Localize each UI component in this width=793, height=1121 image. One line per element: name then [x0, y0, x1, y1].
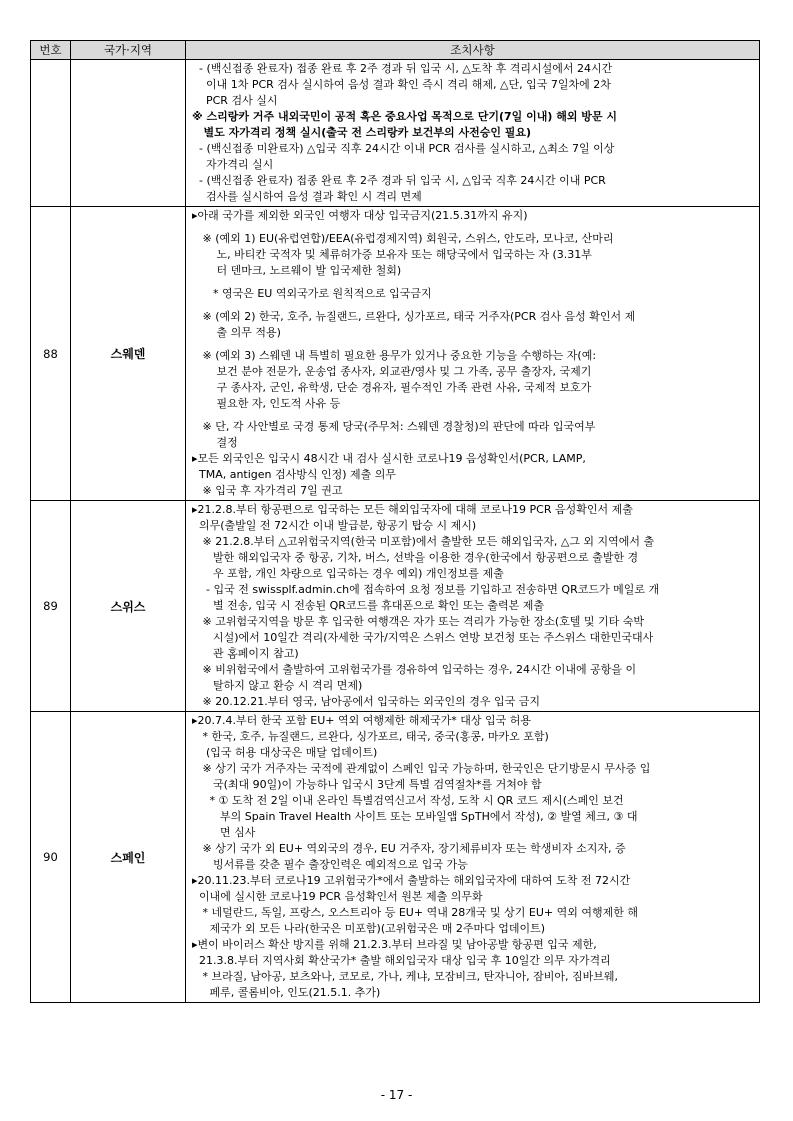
measure-line: ▸모든 외국인은 입국시 48시간 내 검사 실시한 코로나19 음성확인서(PCR, LAMP,: [192, 452, 586, 465]
row-country: [71, 60, 186, 207]
measure-line: 부의 Spain Travel Health 사이트 또는 모바일앱 SpTH에서 작성), ② 발열 체크, ③ 대: [192, 810, 638, 823]
measure-line: 의무(출발일 전 72시간 이내 발급분, 항공기 탑승 시 제시): [192, 519, 477, 532]
measure-line: 결정: [192, 436, 238, 449]
measure-line: 관 홈페이지 참고): [192, 647, 299, 660]
page-number: - 17 -: [380, 1088, 413, 1102]
measure-line: 노, 바티칸 국적자 및 체류허가증 보유자 또는 해당국에서 입국하는 자 (3.31부: [192, 248, 592, 261]
measure-line: 면 심사: [192, 826, 256, 839]
measure-line: 국(최대 90일)이 가능하나 입국시 3단계 특별 검역절차*를 거쳐야 함: [192, 778, 542, 791]
table-row: [31, 207, 760, 501]
measure-line: 필요한 자, 인도적 사유 등: [192, 397, 341, 410]
measure-line: 출 의무 적용): [192, 326, 281, 339]
measure-line: ▸변이 바이러스 확산 방지를 위해 21.2.3.부터 브라질 및 남아공발 항공편 입국 제한,: [192, 938, 597, 951]
measure-line: ※ (예외 1) EU(유럽연합)/EEA(유럽경제지역) 회원국, 스위스, 안도라, 모나코, 산마리: [192, 232, 614, 245]
measure-line: ※ 입국 후 자가격리 7일 권고: [192, 484, 343, 497]
row-measures: [186, 60, 760, 207]
measure-line: ※ 20.12.21.부터 영국, 남아공에서 입국하는 외국인의 경우 입국 금지: [192, 695, 541, 708]
row-measures: [186, 501, 760, 712]
row-country: 스웨덴: [71, 207, 186, 501]
measures-table: [30, 40, 760, 1003]
row-measures: [186, 712, 760, 1003]
measure-line: ※ 21.2.8.부터 △고위험국지역(한국 미포함)에서 출발한 모든 해외입국자, △그 외 지역에서 출: [192, 535, 655, 548]
measure-line: 자가격리 실시: [192, 158, 274, 171]
measure-line: 구 종사자, 군인, 유학생, 단순 경유자, 필수적인 가족 관련 사유, 국제적 보호가: [192, 381, 592, 394]
table-row: [31, 712, 760, 1003]
measure-line: 터 덴마크, 노르웨이 발 입국제한 철회): [192, 264, 402, 277]
header-country: 국가·지역: [71, 41, 186, 60]
measure-line: ※ 상기 국가 외 EU+ 역외국의 경우, EU 거주자, 장기체류비자 또는 학생비자 소지자, 증: [192, 842, 626, 855]
row-number: 89: [31, 501, 71, 712]
measure-line: [192, 302, 755, 309]
measure-line: 21.3.8.부터 지역사회 확산국가* 출발 해외입국자 대상 입국 후 10일간 의무 자가격리: [192, 954, 611, 967]
row-country: 스페인: [71, 712, 186, 1003]
table-row: [31, 501, 760, 712]
measure-line: 이내에 실시한 코로나19 PCR 음성확인서 원본 제출 의무화: [192, 890, 483, 903]
measure-line: - (백신접종 미완료자) △입국 직후 24시간 이내 PCR 검사를 실시하고, △최소 7일 이상: [192, 142, 615, 155]
measure-line: 페루, 콜롬비아, 인도(21.5.1. 추가): [192, 986, 381, 999]
measure-line: 빙서류를 갖춘 필수 출장인력은 예외적으로 입국 가능: [192, 858, 468, 871]
measure-line: ※ 비위험국에서 출발하여 고위험국가를 경유하여 입국하는 경우, 24시간 이내에 공항을 이: [192, 663, 637, 676]
table-header-row: [31, 41, 760, 60]
measure-line: 탈하지 않고 환승 시 격리 면제): [192, 679, 363, 692]
measure-line: [192, 412, 755, 419]
measure-line: 발한 해외입국자 중 항공, 기차, 버스, 선박을 이용한 경우(한국에서 항공편으로 출발한 경: [192, 551, 639, 564]
table-row: [31, 60, 760, 207]
measure-line: 제국가 외 모든 나라(한국은 미포함)(고위험국은 매 2주마다 업데이트): [192, 922, 546, 935]
measure-line: - (백신접종 완료자) 접종 완료 후 2주 경과 뒤 입국 시, △도착 후 격리시설에서 24시간: [192, 62, 613, 75]
measure-line: ※ 상기 국가 거주자는 국적에 관계없이 스페인 입국 가능하며, 한국인은 단기방문시 무사증 입: [192, 762, 651, 775]
measure-line: [192, 279, 755, 286]
row-measures: [186, 207, 760, 501]
measure-line: * 네덜란드, 독일, 프랑스, 오스트리아 등 EU+ 역내 28개국 및 상기 EU+ 역외 여행제한 해: [192, 906, 639, 919]
measure-line: PCR 검사 실시: [192, 94, 278, 107]
measure-line: 이내 1차 PCR 검사 실시하여 음성 결과 확인 즉시 격리 해제, △단, 입국 7일차에 2차: [192, 78, 611, 91]
document-page: [30, 40, 759, 1003]
measure-line: ※ 스리랑카 거주 내외국민이 공적 혹은 중요사업 목적으로 단기(7일 이내) 해외 방문 시: [192, 110, 618, 123]
row-country: 스위스: [71, 501, 186, 712]
measure-line: 시설)에서 10일간 격리(자세한 국가/지역은 스위스 연방 보건청 또는 주스위스 대한민국대사: [192, 631, 654, 644]
row-number: [31, 60, 71, 207]
measure-line: [192, 341, 755, 348]
measure-line: ※ (예외 2) 한국, 호주, 뉴질랜드, 르완다, 싱가포르, 태국 거주자(PCR 검사 음성 확인서 제: [192, 310, 636, 323]
measure-line: 별 전송, 입국 시 전송된 QR코드를 휴대폰으로 확인 또는 출력본 제출: [192, 599, 545, 612]
measure-line: * 브라질, 남아공, 보츠와나, 코모로, 가나, 케냐, 모잠비크, 탄자니아, 잠비아, 짐바브웨,: [192, 970, 618, 983]
measure-line: 보건 분야 전문가, 운송업 종사자, 외교관/영사 및 그 가족, 공무 출장자, 국제기: [192, 365, 592, 378]
measure-line: - (백신접종 완료자) 접종 완료 후 2주 경과 뒤 입국 시, △입국 직후 24시간 이내 PCR: [192, 174, 606, 187]
measure-line: (입국 허용 대상국은 매달 업데이트): [192, 746, 378, 759]
measure-line: TMA, antigen 검사방식 인정) 제출 의무: [192, 468, 397, 481]
measure-line: ※ (예외 3) 스웨덴 내 특별히 필요한 용무가 있거나 중요한 기능을 수행하는 자(예:: [192, 349, 597, 362]
header-measures: 조치사항: [186, 41, 760, 60]
measure-line: ▸아래 국가를 제외한 외국인 여행자 대상 입국금지(21.5.31까지 유지): [192, 209, 528, 222]
measure-line: ▸21.2.8.부터 항공편으로 입국하는 모든 해외입국자에 대해 코로나19 PCR 음성확인서 제출: [192, 503, 633, 516]
measure-line: * 영국은 EU 역외국가로 원칙적으로 입국금지: [192, 287, 432, 300]
measure-line: ※ 고위험국지역을 방문 후 입국한 여행객은 자가 또는 격리가 가능한 장소(호텔 및 기타 숙박: [192, 615, 644, 628]
measure-line: ※ 단, 각 사안별로 국경 통제 당국(주무처: 스웨덴 경찰청)의 판단에 따라 입국여부: [192, 420, 596, 433]
row-number: 90: [31, 712, 71, 1003]
measure-line: 별도 자가격리 정책 실시(출국 전 스리랑카 보건부의 사전승인 필요): [192, 126, 532, 139]
measure-line: * 한국, 호주, 뉴질랜드, 르완다, 싱가포르, 태국, 중국(홍콩, 마카오 포함): [192, 730, 549, 743]
measure-line: 우 포함, 개인 차량으로 입국하는 경우 예외) 개인정보를 제출: [192, 567, 504, 580]
measure-line: 검사를 실시하여 음성 결과 확인 시 격리 면제: [192, 190, 422, 203]
measure-line: ▸20.11.23.부터 코로나19 고위험국가*에서 출발하는 해외입국자에 대하여 도착 전 72시간: [192, 874, 631, 887]
row-number: 88: [31, 207, 71, 501]
header-number: 번호: [31, 41, 71, 60]
measure-line: [192, 224, 755, 231]
measure-line: ▸20.7.4.부터 한국 포함 EU+ 역외 여행제한 해제국가* 대상 입국 허용: [192, 714, 531, 727]
measure-line: * ① 도착 전 2일 이내 온라인 특별검역신고서 작성, 도착 시 QR 코드 제시(스페인 보건: [192, 794, 624, 807]
measure-line: - 입국 전 swissplf.admin.ch에 접속하여 요청 정보를 기입하고 전송하면 QR코드가 메일로 개: [192, 583, 660, 596]
